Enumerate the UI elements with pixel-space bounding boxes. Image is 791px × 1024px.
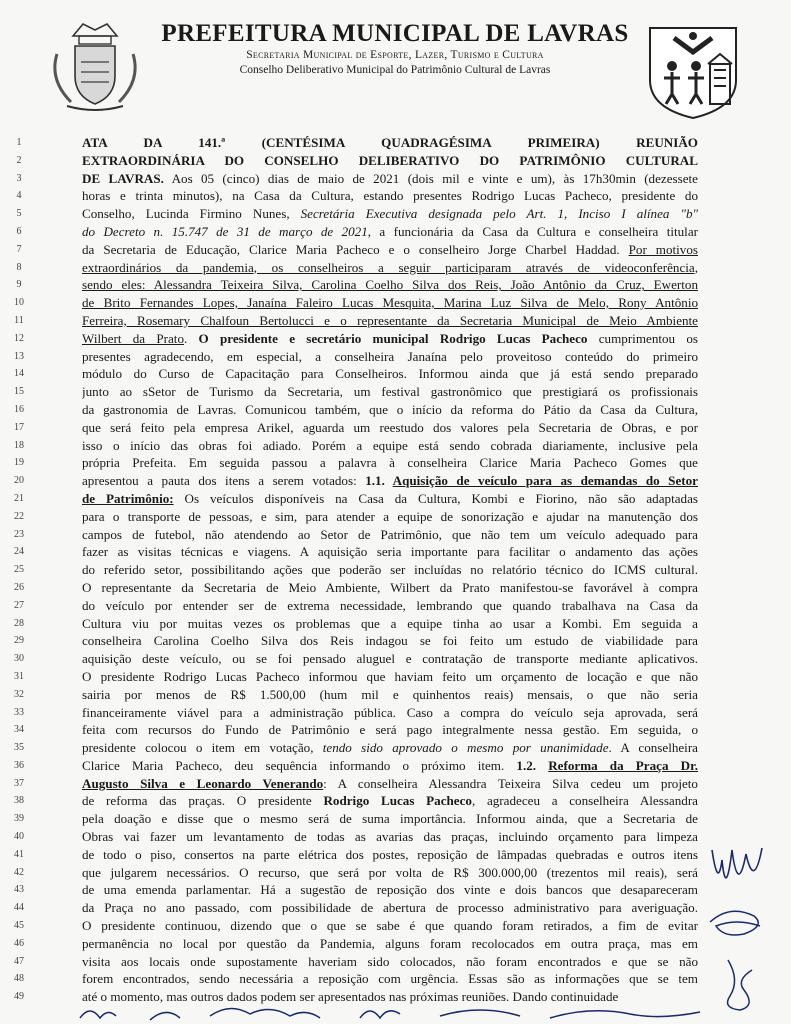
line-text (82, 312, 698, 330)
page-title: PREFEITURA MUNICIPAL DE LAVRAS (161, 20, 629, 47)
minutes-line (0, 383, 791, 401)
line-number: 25 (14, 564, 24, 576)
text-run: da Secretaria de Educação, Clarice Maria Pacheco e o conselheiro Jorge Charbel Haddad. (82, 241, 629, 257)
minutes-line (0, 864, 791, 882)
line-text (82, 668, 698, 686)
document-header (0, 0, 791, 125)
text-run: junto ao sSetor de Turismo da Secretaria, um festival gastronômico que prestigiará os profissionais (82, 384, 698, 400)
line-number: 44 (14, 902, 24, 914)
line-text (82, 526, 698, 544)
text-run: conselheira Carolina Coelho Silva dos Reis indagou se foi feito um estudo de viabilidade para (82, 633, 698, 649)
text-run: ATA DA 141.ª (CENTÉSIMA QUADRAGÉSIMA PRIMEIRA) REUNIÃO (82, 135, 698, 150)
minutes-line (0, 775, 791, 793)
line-number: 18 (14, 439, 24, 451)
line-number: 21 (14, 492, 24, 504)
line-number: 15 (14, 386, 24, 398)
text-run: permanência no local por questão da Pandemia, alguns foram recolocados em outra praça, mas em (82, 935, 698, 951)
line-text (82, 419, 698, 437)
text-run: fazer as visitas técnicas e viagens. A aquisição seria importante para facilitar o andamento das ações (82, 544, 698, 560)
text-run: . A conselheira (608, 740, 698, 756)
line-text (82, 721, 698, 739)
signatures-footer (70, 1000, 710, 1024)
text-run: Ferreira, Rosemary Chalfoun Bertolucci e o representante da Secretaria Municipal de Meio Ambiente (82, 312, 698, 328)
text-run: módulo do Curso de Capacitação para Conselheiros. Informou ainda que já está sendo preparado (82, 366, 698, 382)
line-text (82, 775, 698, 793)
minutes-line (0, 721, 791, 739)
line-text (82, 365, 698, 383)
minutes-line (0, 579, 791, 597)
line-number: 16 (14, 403, 24, 415)
line-number: 34 (14, 724, 24, 736)
text-run: DE LAVRAS. (82, 170, 164, 186)
text-run: de todo o piso, consertos na parte elétrica dos postes, reposição de lâmpadas quebradas e outros itens (82, 846, 698, 862)
line-number: 49 (14, 991, 24, 1003)
line-text (82, 792, 698, 810)
text-run: sendo eles: Alessandra Teixeira Silva, Carolina Coelho Silva dos Reis, João Antônio da Cruz, Ewerton (82, 277, 698, 293)
minutes-line (0, 561, 791, 579)
minutes-line (0, 365, 791, 383)
line-text (82, 970, 698, 988)
text-run: campos de futebol, não atendendo ao Setor de Patrimônio, que não tem um veículo adequado para (82, 526, 698, 542)
line-number: 24 (14, 546, 24, 558)
text-run: da Praça no ano passado, com possibilidade de abertura de processo administrativo para averiguação. (82, 900, 698, 916)
line-text (82, 187, 698, 205)
minutes-line (0, 472, 791, 490)
secretariat-subtitle: Secretaria Municipal de Esporte, Lazer, Turismo e Cultura (246, 49, 544, 61)
line-text (82, 223, 698, 241)
line-text (82, 810, 698, 828)
line-text (82, 543, 698, 561)
line-text (82, 953, 698, 971)
minutes-line (0, 241, 791, 259)
text-run: Rodrigo Lucas Pacheco (323, 793, 472, 809)
line-number: 32 (14, 688, 24, 700)
line-text (82, 864, 698, 882)
line-number: 30 (14, 653, 24, 665)
line-number: 36 (14, 759, 24, 771)
line-number: 8 (16, 261, 22, 273)
text-run: presentes agradecendo, em especial, a conselheira Janaína pelo proveitoso conteúdo do primeiro (82, 348, 698, 364)
line-text (82, 704, 698, 722)
text-run: . (184, 330, 199, 346)
line-number: 37 (14, 777, 24, 789)
minutes-line (0, 348, 791, 366)
text-run: horas e trinta minutos), na Casa da Cultura, estando presentes Rodrigo Lucas Pacheco, presidente do (82, 188, 698, 204)
line-text (82, 508, 698, 526)
line-number: 27 (14, 599, 24, 611)
minutes-line (0, 134, 791, 152)
line-number: 47 (14, 955, 24, 967)
line-text (82, 401, 698, 419)
signatures-margin (700, 830, 780, 1020)
line-number: 31 (14, 670, 24, 682)
minutes-line (0, 615, 791, 633)
line-number: 42 (14, 866, 24, 878)
line-number: 5 (16, 208, 22, 220)
line-number: 11 (14, 314, 24, 326)
text-run: que será feito pela empresa Arikel, aguarda um reestudo dos valores pela Secretaria de Obras, e por (82, 419, 698, 435)
line-number: 41 (14, 848, 24, 860)
line-text (82, 241, 698, 259)
line-text (82, 383, 698, 401)
line-text (82, 561, 698, 579)
line-text (82, 650, 698, 668)
line-number: 13 (14, 350, 24, 362)
line-text (82, 917, 698, 935)
text-run: do Decreto n. 15.747 de 31 de março de 2021 (82, 223, 368, 239)
text-run: Os veículos disponíveis na Casa da Cultura, Kombi e Fiorino, não são adaptadas (173, 490, 698, 506)
line-number: 39 (14, 813, 24, 825)
line-number: 48 (14, 973, 24, 985)
minutes-line (0, 597, 791, 615)
line-text (82, 899, 698, 917)
text-run: Augusto Silva e Leonardo Venerando (82, 775, 324, 791)
line-number: 33 (14, 706, 24, 718)
line-number: 9 (16, 279, 22, 291)
line-text (82, 437, 698, 455)
line-text (82, 152, 698, 170)
text-run: aquisição deste veículo, ou se foi pensado aluguel e contratação de transporte mediante aplicativos. (82, 651, 698, 667)
minutes-line (0, 330, 791, 348)
line-number: 45 (14, 920, 24, 932)
minutes-line (0, 881, 791, 899)
line-number: 26 (14, 581, 24, 593)
line-number: 38 (14, 795, 24, 807)
minutes-line (0, 419, 791, 437)
text-run: Cultura viu por muitas vezes os problemas que a equipe tinha ao usar a Kombi. Em seguida a (82, 615, 698, 631)
minutes-line (0, 970, 791, 988)
text-run: Clarice Maria Pacheco, deu sequência informando o próximo item. (82, 757, 517, 773)
text-run: financeiramente viável para a administração pública. Caso a compra do veículo seja aprovada, será (82, 704, 698, 720)
minutes-body (0, 134, 791, 1006)
text-run: O presidente Rodrigo Lucas Pacheco informou que haviam feito um orçamento de locação e que não (82, 668, 698, 684)
minutes-line (0, 739, 791, 757)
line-number: 12 (14, 332, 24, 344)
line-text (82, 205, 698, 223)
text-run: : A conselheira Alessandra Teixeira Silva cedeu um projeto (323, 775, 698, 791)
text-run: para o transporte de pessoas, e sim, para atender a equipe de sonorização e ajudar na manutenção dos (82, 508, 698, 524)
municipal-coat-of-arms-icon (45, 14, 145, 114)
text-run: Wilbert da Prato (82, 330, 184, 346)
text-run: de reforma das praças. O presidente (82, 793, 324, 809)
minutes-line (0, 650, 791, 668)
minutes-line (0, 294, 791, 312)
text-run: Por motivos (628, 241, 698, 257)
text-run: Conselho, Lucinda Firmino Nunes, (82, 206, 301, 222)
line-number: 17 (14, 421, 24, 433)
line-text (82, 330, 698, 348)
line-number: 4 (16, 190, 22, 202)
text-run: feita com recursos do Fundo de Patrimônio e será pago integralmente nessa gestão. Em seguida, o (82, 722, 698, 738)
text-run: de Patrimônio: (82, 490, 174, 506)
text-run: cumprimentou os (587, 330, 698, 346)
text-run: Obras vai fazer um levantamento de todas as avarias das praças, incluindo orçamento para limpeza (82, 829, 698, 845)
minutes-line (0, 205, 791, 223)
line-text (82, 632, 698, 650)
text-run: de Brito Fernandes Lopes, Janaína Faleiro Lucas Mesquita, Marina Luz Silva de Melo, Rony Antônio (82, 295, 698, 311)
line-text (82, 472, 698, 490)
minutes-line (0, 259, 791, 277)
minutes-line (0, 526, 791, 544)
minutes-line (0, 170, 791, 188)
line-text (82, 881, 698, 899)
text-run: Aquisição de veículo para as demandas do Setor (392, 473, 698, 489)
minutes-line (0, 152, 791, 170)
text-run: 1.1. (365, 473, 393, 489)
line-number: 35 (14, 742, 24, 754)
text-run: , agradeceu a conselheira Alessandra (471, 793, 698, 809)
minutes-line (0, 508, 791, 526)
line-text (82, 935, 698, 953)
minutes-line (0, 899, 791, 917)
line-text (82, 739, 698, 757)
text-run: Aos 05 (cinco) dias de maio de 2021 (dois mil e vinte e um), às 17h30min (dezessete (163, 170, 698, 186)
minutes-line (0, 401, 791, 419)
minutes-line (0, 917, 791, 935)
line-number: 2 (16, 154, 22, 166)
minutes-line (0, 668, 791, 686)
line-text (82, 259, 698, 277)
line-text (82, 828, 698, 846)
text-run: do veículo por entender ser de extrema necessidade, lembrando que quando trabalhava na Casa da (82, 597, 698, 613)
council-subtitle: Conselho Deliberativo Municipal do Patrimônio Cultural de Lavras (239, 64, 551, 76)
text-run: EXTRAORDINÁRIA DO CONSELHO DELIBERATIVO DO PATRIMÔNIO CULTURAL (82, 152, 698, 168)
text-run: O presidente continuou, dizendo que o que se sabe é que quando foram retirados, a fim de evitar (82, 918, 698, 934)
minutes-line (0, 686, 791, 704)
line-number: 46 (14, 937, 24, 949)
line-number: 28 (14, 617, 24, 629)
text-run: Reforma da Praça Dr. (548, 757, 698, 773)
line-text (82, 579, 698, 597)
text-run: isso o início das obras foi adiado. Porém a equipe está sendo cobrada diariamente, inclusive pela (82, 437, 698, 453)
text-run: , a funcionária da Casa da Cultura e conselheira titular (367, 223, 698, 239)
line-number: 40 (14, 831, 24, 843)
text-run: da gastronomia de Lavras. Comunicou também, que o início da reforma do Pátio da Casa da Cultura, (82, 401, 698, 417)
line-text (82, 490, 698, 508)
line-number: 22 (14, 510, 24, 522)
minutes-line (0, 935, 791, 953)
text-run: do referido setor, possibilitando ações que poderão ser incluídas no relatório técnico do ICMS cultural. (82, 562, 698, 578)
line-number: 23 (14, 528, 24, 540)
minutes-line (0, 437, 791, 455)
minutes-line (0, 953, 791, 971)
line-number: 7 (16, 243, 22, 255)
minutes-line (0, 757, 791, 775)
line-text (82, 134, 698, 152)
line-number: 10 (14, 297, 24, 309)
text-run: apresentou a pauta dos itens a serem votados: (82, 473, 366, 489)
minutes-line (0, 187, 791, 205)
text-run: Secretária Executiva designada pelo Art. 1, Inciso I alínea "b" (300, 206, 698, 222)
text-run: O presidente e secretário municipal Rodrigo Lucas Pacheco (198, 330, 588, 346)
minutes-line (0, 810, 791, 828)
line-number: 1 (16, 137, 22, 148)
line-number: 43 (14, 884, 24, 896)
minutes-line (0, 490, 791, 508)
line-number: 6 (16, 225, 22, 237)
text-run: extraordinários da pandemia, os conselheiros a seguir participaram através de videoconferência, (82, 259, 698, 275)
text-run: O representante da Secretaria de Meio Ambiente, Wilbert da Prato manifestou-se favorável à compra (82, 579, 698, 595)
minutes-line (0, 704, 791, 722)
text-run: presidente colocou o item em votação, (82, 740, 323, 756)
minutes-line (0, 846, 791, 864)
line-text (82, 170, 698, 188)
line-text (82, 757, 698, 775)
line-text (82, 276, 698, 294)
line-text (82, 294, 698, 312)
minutes-line (0, 543, 791, 561)
minutes-line (0, 454, 791, 472)
minutes-line (0, 312, 791, 330)
text-run: sairia por menos de R$ 1.500,00 (hum mil e quinhentos reais) mensais, o que não seria (82, 686, 698, 702)
line-text (82, 686, 698, 704)
text-run: própria Prefeita. Em seguida passou a palavra à conselheira Clarice Maria Pacheco Gomes que (82, 455, 698, 471)
line-text (82, 454, 698, 472)
text-run: tendo sido aprovado o mesmo por unanimidade (322, 740, 609, 756)
minutes-line (0, 828, 791, 846)
line-text (82, 846, 698, 864)
text-run: até o momento, mas outros dados podem ser apresentados nas próximas reuniões. Dando continuidade (82, 989, 619, 1005)
text-run: forem encontrados, sendo necessária a reposição com urgência. Essas são as informações que se tem (82, 971, 698, 987)
minutes-line (0, 223, 791, 241)
line-text (82, 348, 698, 366)
line-text (82, 615, 698, 633)
line-number: 20 (14, 475, 24, 487)
line-number: 3 (16, 172, 22, 184)
council-emblem-icon (644, 24, 742, 120)
line-number: 19 (14, 457, 24, 469)
minutes-line (0, 792, 791, 810)
text-run: pela doação e disse que o mesmo será de suma importância. Informou ainda, que a Secretaria de (82, 811, 698, 827)
text-run: de uma emenda parlamentar. Há a sugestão de reposição dos vinte e dois bancos que desapareceram (82, 882, 698, 898)
line-number: 14 (14, 368, 24, 380)
text-run: que julgarem necessários. O recurso, que será por volta de R$ 300.000,00 (trezentos mil reais), será (82, 864, 698, 880)
text-run: visita aos locais onde supostamente haveriam sido colocados, não foram encontrados e que se não (82, 953, 698, 969)
text-run: 1.2. (516, 757, 549, 773)
minutes-line (0, 276, 791, 294)
minutes-line (0, 632, 791, 650)
line-number: 29 (14, 635, 24, 647)
line-text (82, 597, 698, 615)
